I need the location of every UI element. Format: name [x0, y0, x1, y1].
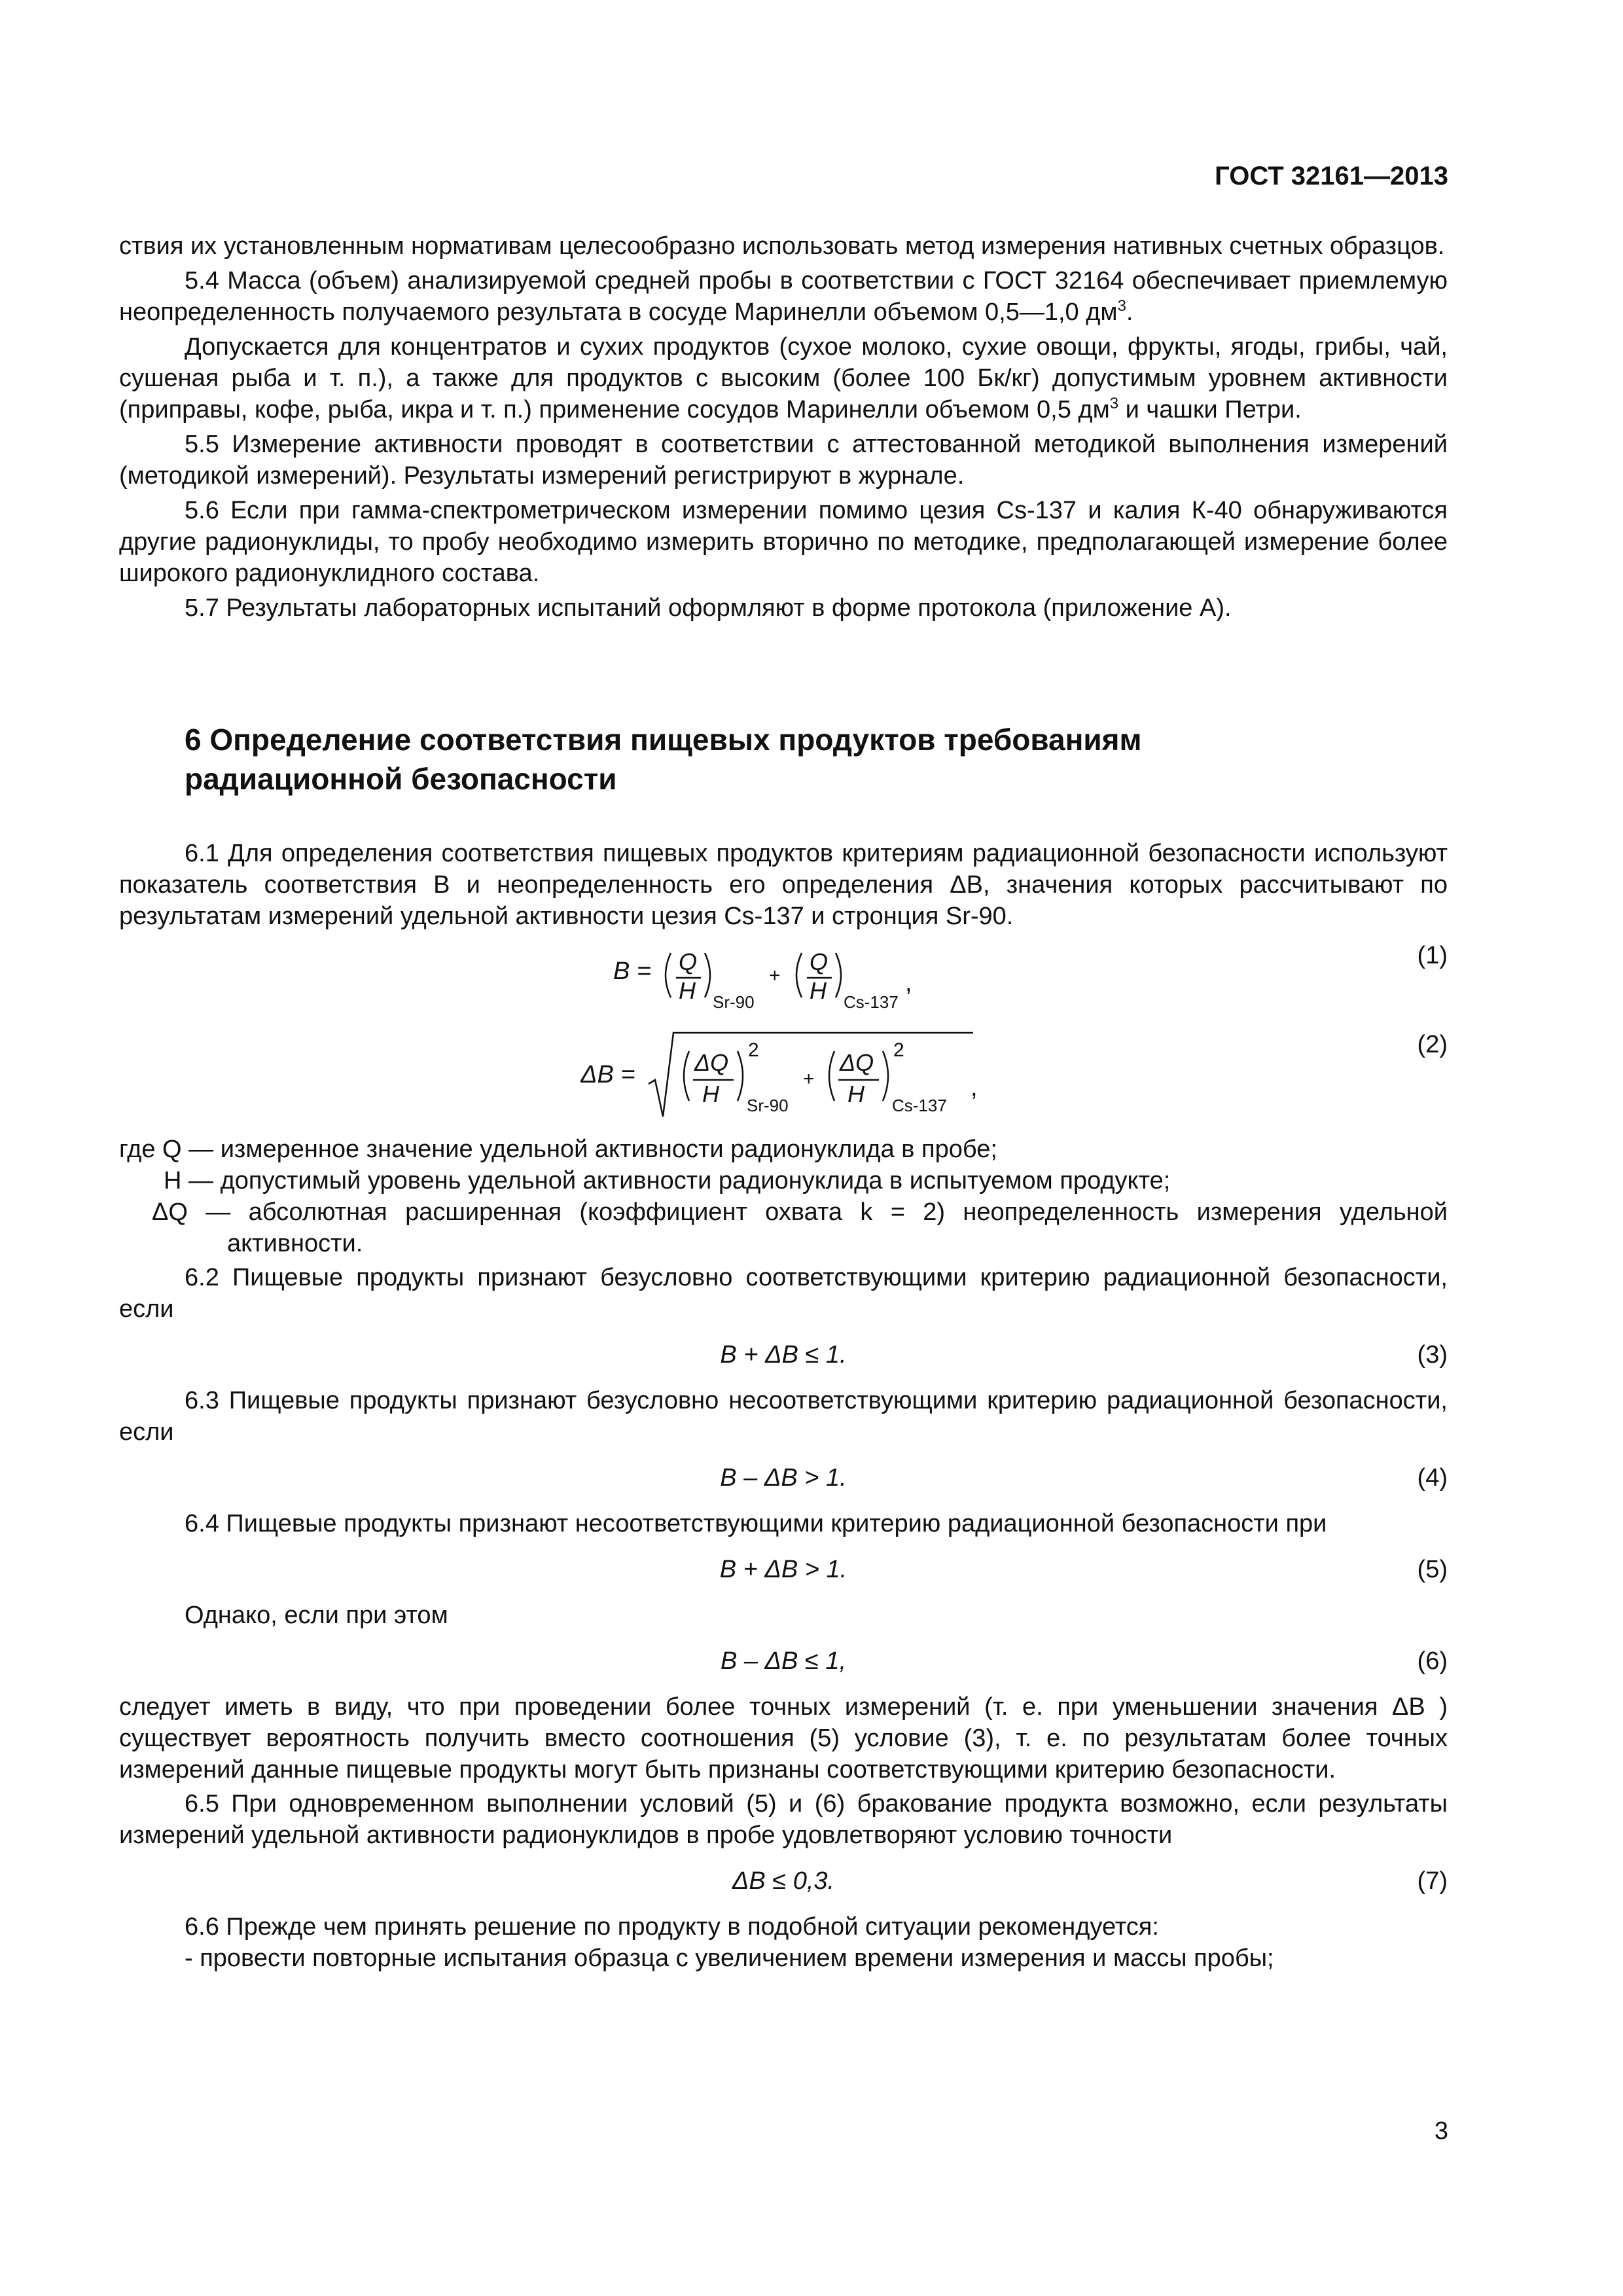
formula-2-graphic — [580, 1029, 986, 1127]
formula-6: B – ΔB ≤ 1, (6) — [119, 1645, 1448, 1677]
formula-5-number: (5) — [1417, 1556, 1448, 1583]
formula-1-graphic — [613, 940, 954, 1017]
paragraph-6-4-note: следует иметь в виду, что при проведении более точных измерений (т. е. при уменьшении значения ΔB ) существует вероятность получить вместо соотношения (5) условие (3), т. е. по результатам более точных измерений данные пищевые продукты могут быть признаны соответствующими критерию безопасности. — [119, 1693, 1448, 1784]
formula-1-number: (1) — [1417, 942, 1448, 969]
svg-text:+: + — [769, 965, 781, 986]
formula-6-number: (6) — [1417, 1647, 1448, 1675]
formula-7: ΔB ≤ 0,3. (7) — [119, 1865, 1448, 1897]
paragraph-6-4-however: Однако, если при этом — [185, 1602, 448, 1629]
paragraph-6-1: 6.1 Для определения соответствия пищевых продуктов критериям радиационной безопасности используют показатель соответствия B и неопределенность его определения ΔB, значения которых рассчитывают по результатам измерений удельной активности цезия Cs-137 и стронция Sr-90. — [119, 840, 1448, 930]
svg-text:H: H — [702, 1081, 719, 1107]
formula-3-number: (3) — [1417, 1341, 1448, 1369]
section-5-block — [119, 230, 1448, 627]
paragraph-6-3: 6.3 Пищевые продукты признают безусловно несоответствующими критерию радиационной безопасности, если — [119, 1387, 1448, 1446]
svg-text:Cs-137: Cs-137 — [892, 1096, 947, 1115]
page-number: 3 — [1434, 2117, 1448, 2145]
svg-text:H: H — [810, 977, 827, 1004]
paragraph-6-2: 6.2 Пищевые продукты признают безусловно соответствующими критерию радиационной безопасности, если — [119, 1264, 1448, 1323]
svg-text:ΔB =: ΔB = — [580, 1061, 635, 1088]
svg-text:+: + — [803, 1068, 815, 1090]
definitions-list — [119, 1134, 1448, 1259]
formula-3: B + ΔB ≤ 1. (3) — [119, 1339, 1448, 1371]
paragraph-continuation: ствия их установленным нормативам целесообразно использовать метод измерения нативных счетных образцов. — [119, 232, 1445, 260]
svg-text:B =: B = — [613, 958, 652, 985]
paragraph-6-6: 6.6 Прежде чем принять решение по продукту в подобной ситуации рекомендуется: — [185, 1913, 1159, 1941]
svg-text:ΔQ: ΔQ — [840, 1049, 874, 1076]
svg-text:Cs-137: Cs-137 — [844, 992, 899, 1012]
svg-text:H: H — [679, 977, 696, 1004]
definition-dq: ΔQ — абсолютная расширенная (коэффициент охвата k = 2) неопределенность измерения удельной активности. — [152, 1198, 1448, 1257]
svg-text:H: H — [847, 1081, 865, 1107]
paragraph-5-4: 5.4 Масса (объем) анализируемой средней пробы в соответствии с ГОСТ 32164 обеспечивает приемлемую неопределенность получаемого результата в сосуде Маринелли объемом 0,5—1,0 $дм^3$. — [119, 267, 1448, 326]
paragraph-6-6-item: - провести повторные испытания образца с увеличением времени измерения и массы пробы; — [185, 1945, 1274, 1972]
svg-text:Q: Q — [810, 948, 829, 975]
definition-h: H — допустимый уровень удельной активности радионуклида в испытуемом продукте; — [164, 1167, 1171, 1194]
paragraph-5-7: 5.7 Результаты лабораторных испытаний оформляют в форме протокола (приложение А). — [185, 594, 1232, 622]
section-6-title-line1: 6 Определение соответствия пищевых продуктов требованиям — [185, 723, 1142, 757]
formula-5: B + ΔB > 1. (5) — [119, 1554, 1448, 1585]
svg-text:Sr-90: Sr-90 — [747, 1096, 789, 1115]
section-6-title — [185, 720, 1297, 798]
formula-7-number: (7) — [1417, 1867, 1448, 1895]
svg-text:Sr-90: Sr-90 — [713, 992, 755, 1012]
formula-2 — [119, 1029, 1448, 1127]
section-6-block — [119, 838, 1448, 1974]
paragraph-5-6: 5.6 Если при гамма-спектрометрическом измерении помимо цезия Cs-137 и калия К-40 обнаруживаются другие радионуклиды, то пробу необходимо измерить вторично по методике, предполагающей измерение более широкого радионуклидного состава. — [119, 497, 1448, 587]
section-6-title-line2: радиационной безопасности — [185, 762, 617, 796]
paragraph-5-4-concentrates: Допускается для концентратов и сухих продуктов (сухое молоко, сухие овощи, фрукты, ягоды, грибы, чай, сушеная рыба и т. п.), а также для продуктов с высоким (более 100 Бк/кг) допустимым уровнем активности (приправы, кофе, рыба, икра и т. п.) применение сосудов Маринелли объемом 0,5 $дм^3$ и чашки Петри. — [119, 333, 1448, 423]
formula-4: B – ΔB > 1. (4) — [119, 1462, 1448, 1494]
svg-text:,: , — [905, 969, 912, 997]
svg-text:2: 2 — [893, 1039, 904, 1061]
standard-header: ГОСТ 32161—2013 — [1215, 162, 1448, 190]
formula-4-number: (4) — [1417, 1464, 1448, 1492]
svg-text:2: 2 — [748, 1039, 759, 1061]
svg-text:ΔQ: ΔQ — [694, 1049, 729, 1076]
svg-text:,: , — [971, 1074, 978, 1102]
paragraph-6-5: 6.5 При одновременном выполнении условий (5) и (6) бракование продукта возможно, если результаты измерений удельной активности радионуклидов в пробе удовлетворяют условию точности — [119, 1790, 1448, 1849]
paragraph-5-5: 5.5 Измерение активности проводят в соответствии с аттестованной методикой выполнения измерений (методикой измерений). Результаты измерений регистрируют в журнале. — [119, 431, 1448, 490]
formula-1 — [119, 940, 1448, 1017]
formula-2-number: (2) — [1417, 1031, 1448, 1058]
paragraph-6-4: 6.4 Пищевые продукты признают несоответствующими критерию радиационной безопасности при — [185, 1510, 1327, 1537]
svg-text:Q: Q — [679, 948, 698, 975]
definition-q: где Q — измеренное значение удельной активности радионуклида в пробе; — [119, 1136, 997, 1163]
